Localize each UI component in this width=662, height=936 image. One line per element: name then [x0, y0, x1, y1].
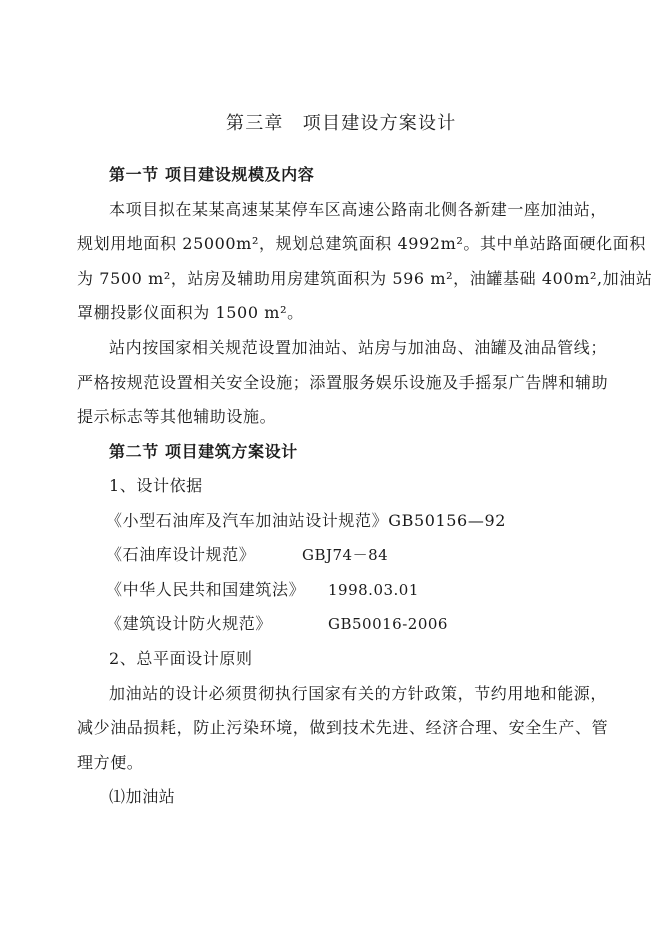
reference-name: 《中华人民共和国建筑法》: [106, 580, 306, 599]
reference-code: GB50016-2006: [328, 615, 448, 633]
paragraph-line: 罩棚投影仪面积为 1500 m²。: [77, 303, 304, 322]
paragraph-line: 理方便。: [77, 753, 144, 772]
reference-name: 《建筑设计防火规范》: [106, 614, 273, 633]
paragraph-line: 加油站的设计必须贯彻执行国家有关的方针政策，节约用地和能源，: [109, 684, 608, 703]
section-heading-1: 第一节 项目建设规模及内容: [109, 165, 315, 184]
reference-name: 《小型石油库及汽车加油站设计规范》GB50156—92: [106, 511, 506, 530]
section-heading-2: 第二节 项目建筑方案设计: [109, 442, 298, 461]
paragraph-line: 严格按规范设置相关安全设施；添置服务娱乐设施及手摇泵广告牌和辅助: [77, 373, 609, 392]
reference-code: GBJ74－84: [302, 546, 389, 564]
paragraph-line: 站内按国家相关规范设置加油站、站房与加油岛、油罐及油品管线；: [109, 338, 608, 357]
list-item-layout-principle: 2、总平面设计原则: [109, 649, 253, 668]
sub-item-gas-station: ⑴加油站: [109, 787, 176, 806]
paragraph-line: 本项目拟在某某高速某某停车区高速公路南北侧各新建一座加油站，: [109, 200, 608, 219]
paragraph-line: 规划用地面积 25000m²，规划总建筑面积 4992m²。其中单站路面硬化面积: [77, 234, 646, 253]
list-item-design-basis: 1、设计依据: [109, 476, 203, 495]
reference-name: 《石油库设计规范》: [106, 545, 256, 564]
reference-code: 1998.03.01: [328, 581, 419, 599]
paragraph-line: 减少油品损耗，防止污染环境，做到技术先进、经济合理、安全生产、管: [77, 718, 609, 737]
paragraph-line: 为 7500 m²，站房及辅助用房建筑面积为 596 m²，油罐基础 400m²,加油站: [77, 269, 653, 288]
paragraph-line: 提示标志等其他辅助设施。: [77, 407, 277, 426]
chapter-title: 第三章 项目建设方案设计: [226, 113, 457, 134]
